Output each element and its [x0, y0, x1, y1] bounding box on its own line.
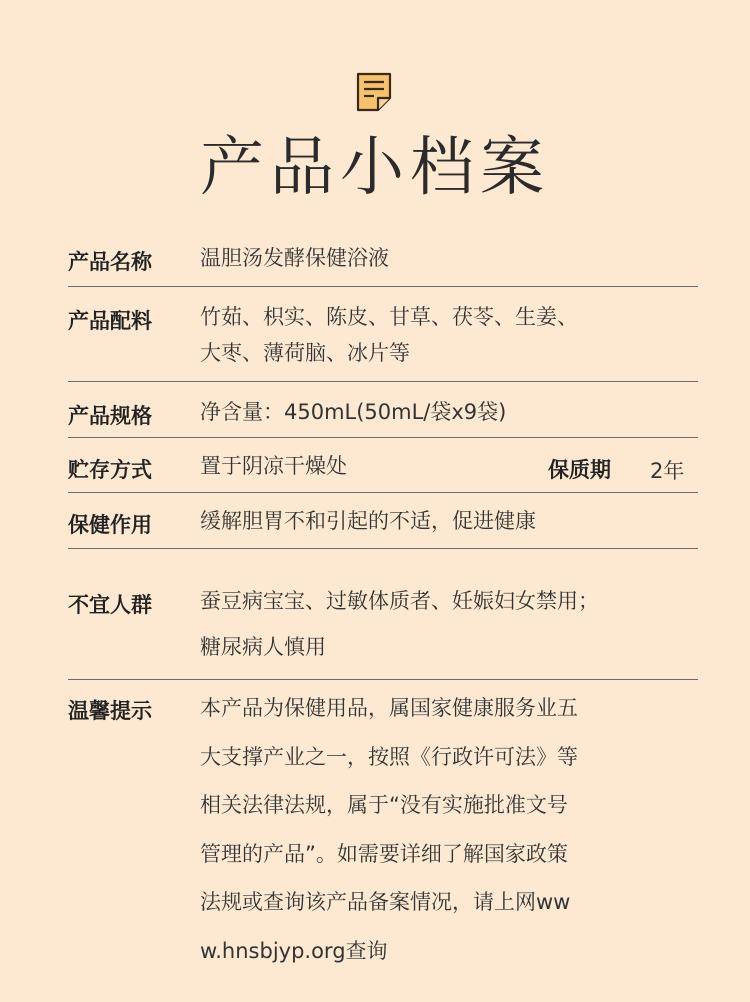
row-ingredients — [68, 287, 698, 382]
ingredients-line-2: 大枣、薄荷脑、冰片等 — [200, 341, 410, 365]
unsuitable-label: 不宜人群 — [68, 593, 152, 617]
ingredients-label: 产品配料 — [68, 309, 152, 333]
function-label: 保健作用 — [68, 513, 152, 537]
unsuitable-line-1: 蚕豆病宝宝、过敏体质者、妊娠妇女禁用； — [200, 589, 599, 613]
ingredients-line-1: 竹茹、枳实、陈皮、甘草、茯苓、生姜、 — [200, 305, 578, 329]
shelf-life-label: 保质期 — [548, 458, 611, 482]
function-value: 缓解胆胃不和引起的不适，促进健康 — [200, 509, 536, 533]
spec-value: 净含量：450mL(50mL/袋x9袋) — [200, 400, 507, 424]
tips-line: 管理的产品”。如需要详细了解国家政策 — [200, 841, 568, 866]
spec-label: 产品规格 — [68, 404, 152, 428]
product-name-label: 产品名称 — [68, 250, 152, 274]
row-product-name — [68, 240, 698, 287]
product-name-value: 温胆汤发酵保健浴液 — [200, 246, 389, 270]
storage-label: 贮存方式 — [68, 458, 152, 482]
row-tips — [68, 680, 698, 980]
tips-line: 相关法律法规，属于“没有实施批准文号 — [200, 793, 568, 817]
row-unsuitable — [68, 549, 698, 680]
page-title: 产品小档案 — [200, 131, 550, 205]
tips-label: 温馨提示 — [68, 699, 152, 723]
unsuitable-line-2: 糖尿病人慎用 — [200, 635, 326, 659]
note-icon — [356, 72, 392, 112]
tips-line: w.hnsbjyp.org查询 — [200, 938, 388, 963]
storage-value: 置于阴凉干燥处 — [200, 454, 347, 478]
shelf-life-value: 2年 — [650, 459, 685, 483]
row-function — [68, 493, 698, 549]
tips-line: 本产品为保健用品，属国家健康服务业五 — [200, 696, 578, 720]
tips-text — [200, 684, 700, 975]
row-spec — [68, 382, 698, 438]
row-storage — [68, 438, 698, 493]
tips-line: 大支撑产业之一，按照《行政许可法》等 — [200, 744, 578, 769]
tips-line: 法规或查询该产品备案情况，请上网ww — [200, 890, 571, 914]
